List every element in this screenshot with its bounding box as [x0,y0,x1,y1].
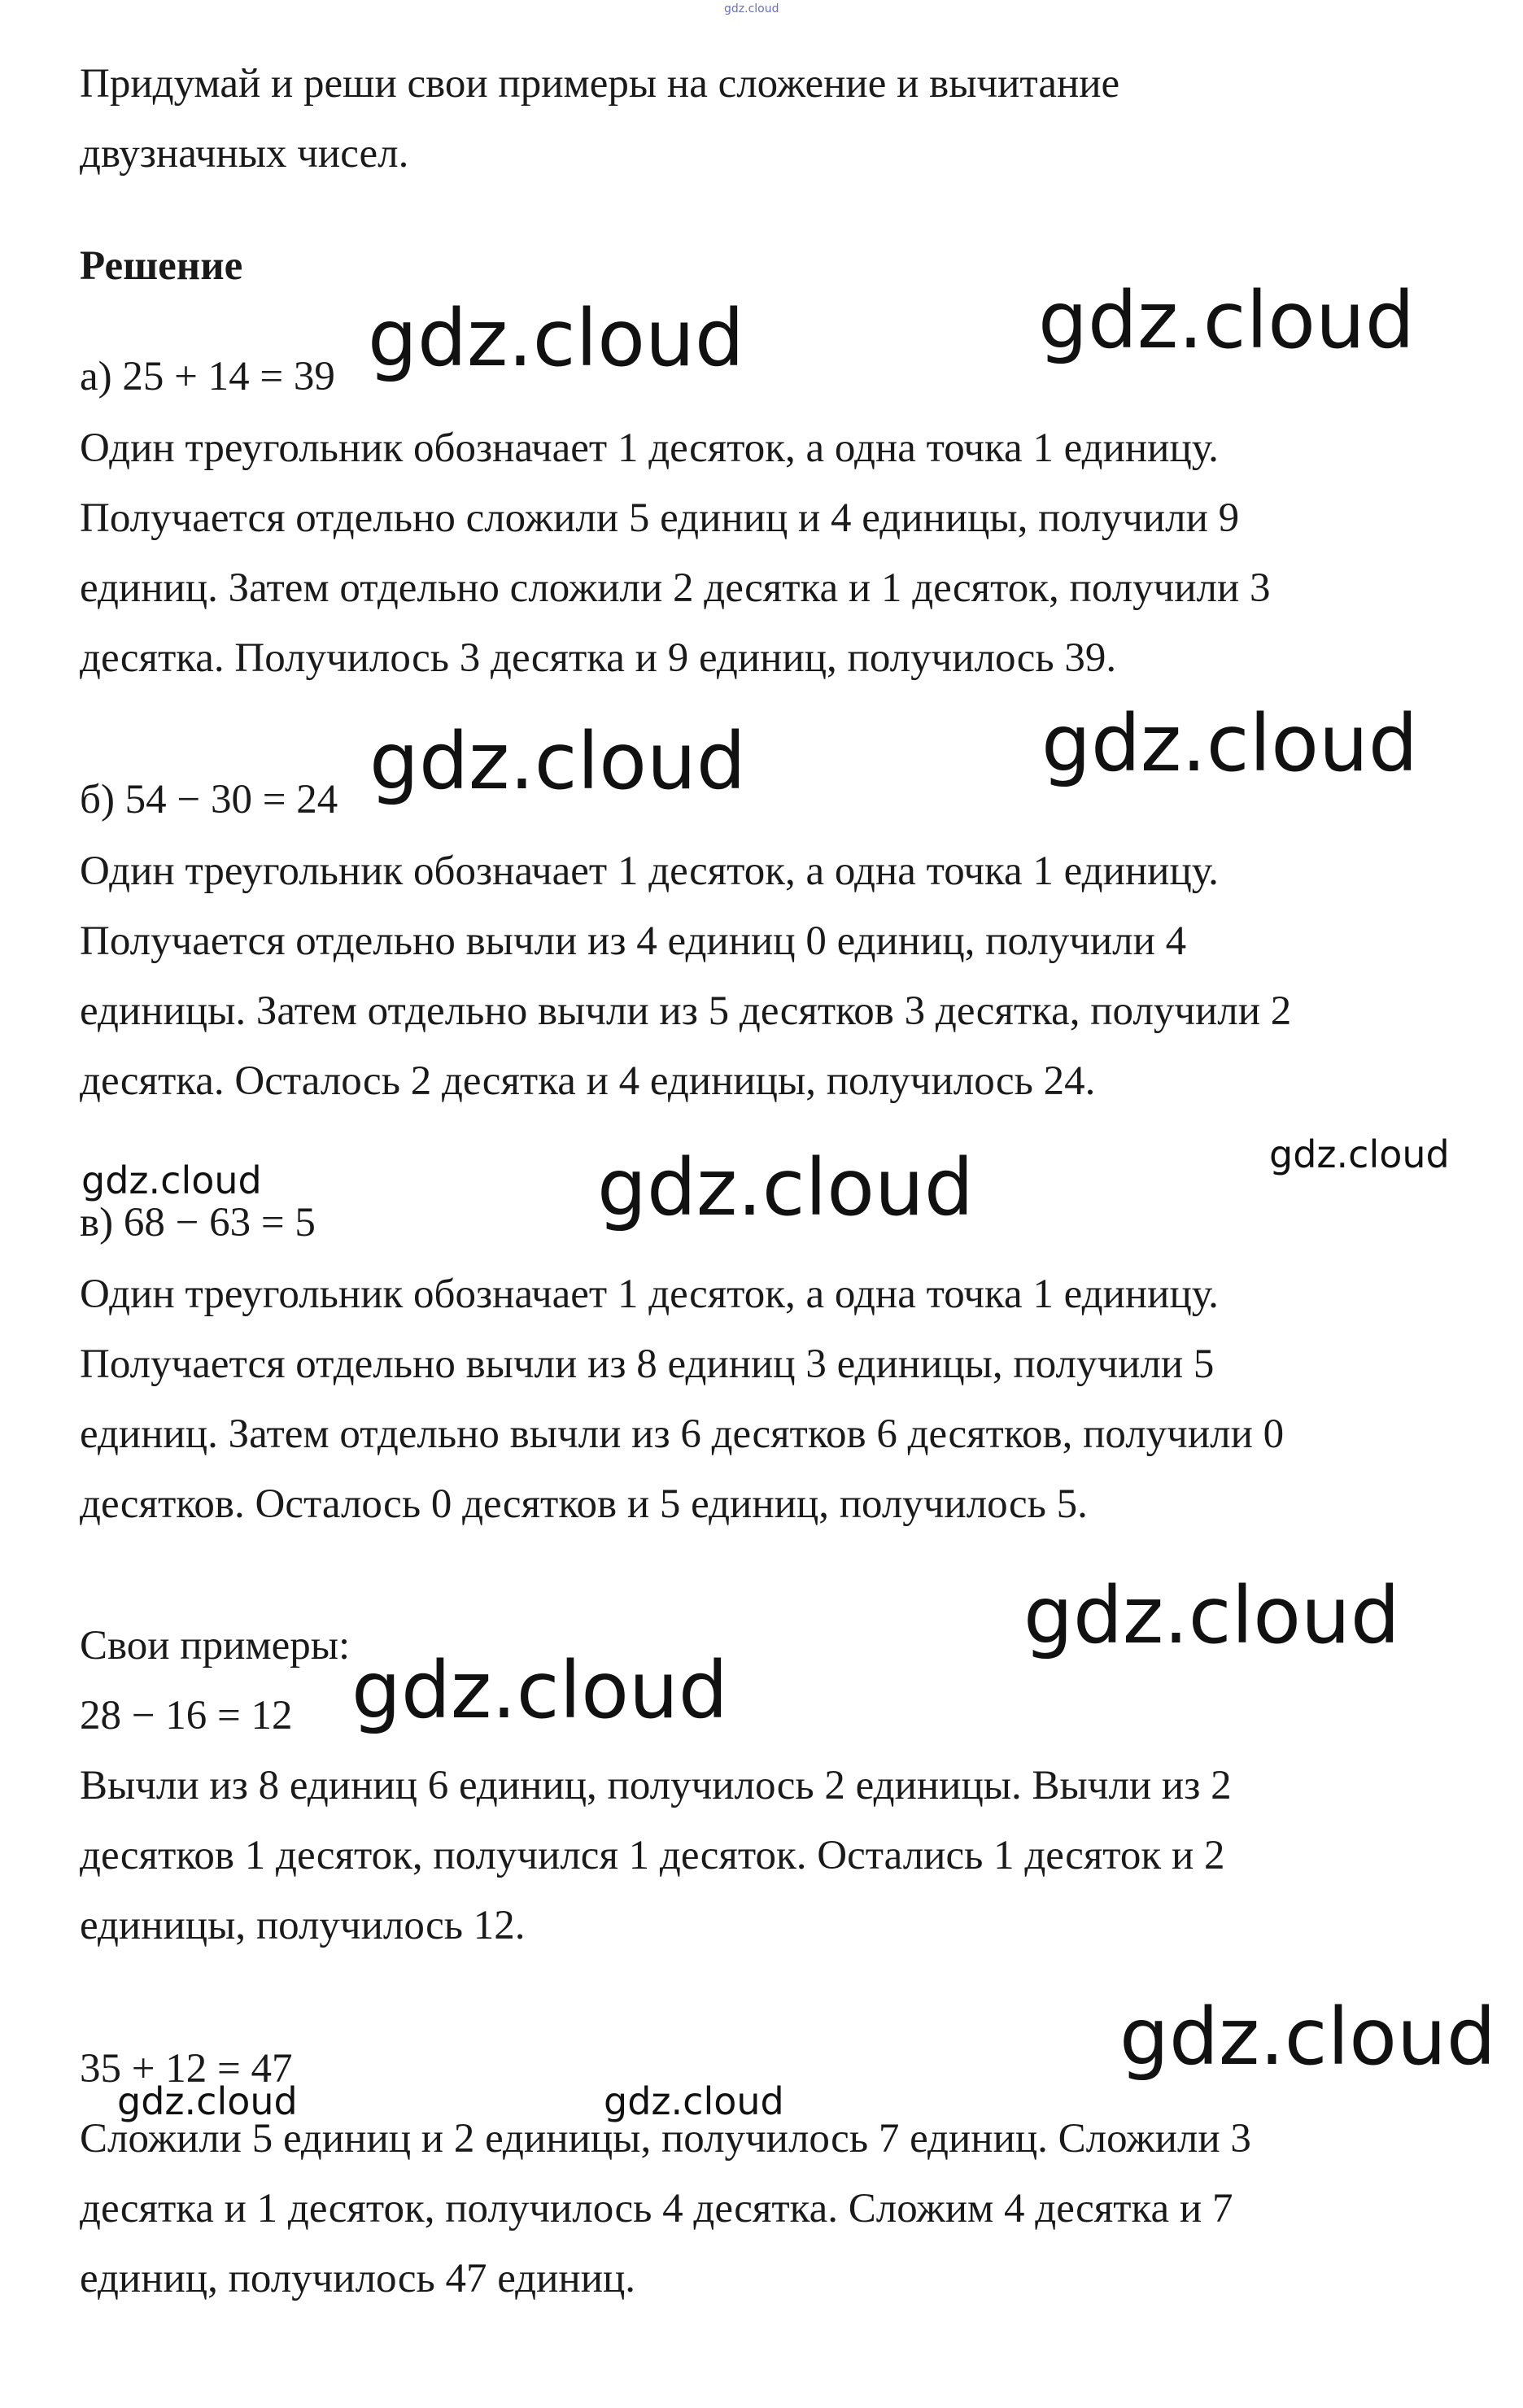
part-a-equation: а) 25 + 14 = 39 [80,354,335,399]
watermark: gdz.cloud [369,716,746,807]
example-2-line-1: Сложили 5 единиц и 2 единицы, получилось 7 единиц. Сложили 3 [80,2116,1251,2162]
example-1-line-1: Вычли из 8 единиц 6 единиц, получилось 2 единицы. Вычли из 2 [80,1763,1232,1808]
example-2-line-2: десятка и 1 десяток, получилось 4 десятка. Сложим 4 десятка и 7 [80,2186,1233,2231]
part-c-line-4: десятков. Осталось 0 десятков и 5 единиц, получилось 5. [80,1481,1088,1527]
watermark: gdz.cloud [1038,275,1415,366]
watermark: gdz.cloud [368,293,744,384]
watermark: gdz.cloud [117,2079,298,2123]
part-b-equation: б) 54 − 30 = 24 [80,777,338,822]
watermark: gdz.cloud [81,1158,262,1202]
part-c-equation: в) 68 − 63 = 5 [80,1200,316,1245]
example-2-equation: 35 + 12 = 47 [80,2046,293,2092]
watermark: gdz.cloud [1023,1570,1400,1661]
part-c-line-3: единиц. Затем отдельно вычли из 6 десятков 6 десятков, получили 0 [80,1411,1285,1457]
watermark: gdz.cloud [597,1142,974,1233]
watermark: gdz.cloud [351,1645,728,1736]
solution-heading: Решение [80,243,243,289]
part-a-line-4: десятка. Получилось 3 десятка и 9 единиц, получилось 39. [80,635,1117,681]
part-a-line-1: Один треугольник обозначает 1 десяток, а одна точка 1 единицу. [80,425,1219,471]
example-1-equation: 28 − 16 = 12 [80,1693,293,1738]
part-b-line-2: Получается отдельно вычли из 4 единиц 0 единиц, получили 4 [80,918,1187,964]
part-a-line-3: единиц. Затем отдельно сложили 2 десятка и 1 десяток, получили 3 [80,565,1271,611]
watermark: gdz.cloud [604,2079,784,2123]
example-1-line-3: единицы, получилось 12. [80,1903,526,1948]
watermark: gdz.cloud [1119,1991,1496,2083]
task-line-2: двузначных чисел. [80,131,409,177]
task-line-1: Придумай и реши свои примеры на сложение и вычитание [80,61,1120,107]
own-examples-heading: Свои примеры: [80,1623,351,1669]
part-b-line-1: Один треугольник обозначает 1 десяток, а одна точка 1 единицу. [80,848,1219,894]
top-watermark: gdz.cloud [724,2,779,15]
watermark: gdz.cloud [1041,698,1418,789]
example-2-line-3: единиц, получилось 47 единиц. [80,2256,636,2301]
part-b-line-3: единицы. Затем отдельно вычли из 5 десятков 3 десятка, получили 2 [80,988,1292,1034]
part-a-line-2: Получается отдельно сложили 5 единиц и 4 единицы, получили 9 [80,495,1240,541]
part-c-line-2: Получается отдельно вычли из 8 единиц 3 единицы, получили 5 [80,1341,1215,1387]
watermark: gdz.cloud [1269,1132,1450,1176]
part-c-line-1: Один треугольник обозначает 1 десяток, а одна точка 1 единицу. [80,1272,1219,1317]
part-b-line-4: десятка. Осталось 2 десятка и 4 единицы, получилось 24. [80,1058,1096,1104]
example-1-line-2: десятков 1 десяток, получился 1 десяток. Остались 1 десяток и 2 [80,1833,1225,1878]
